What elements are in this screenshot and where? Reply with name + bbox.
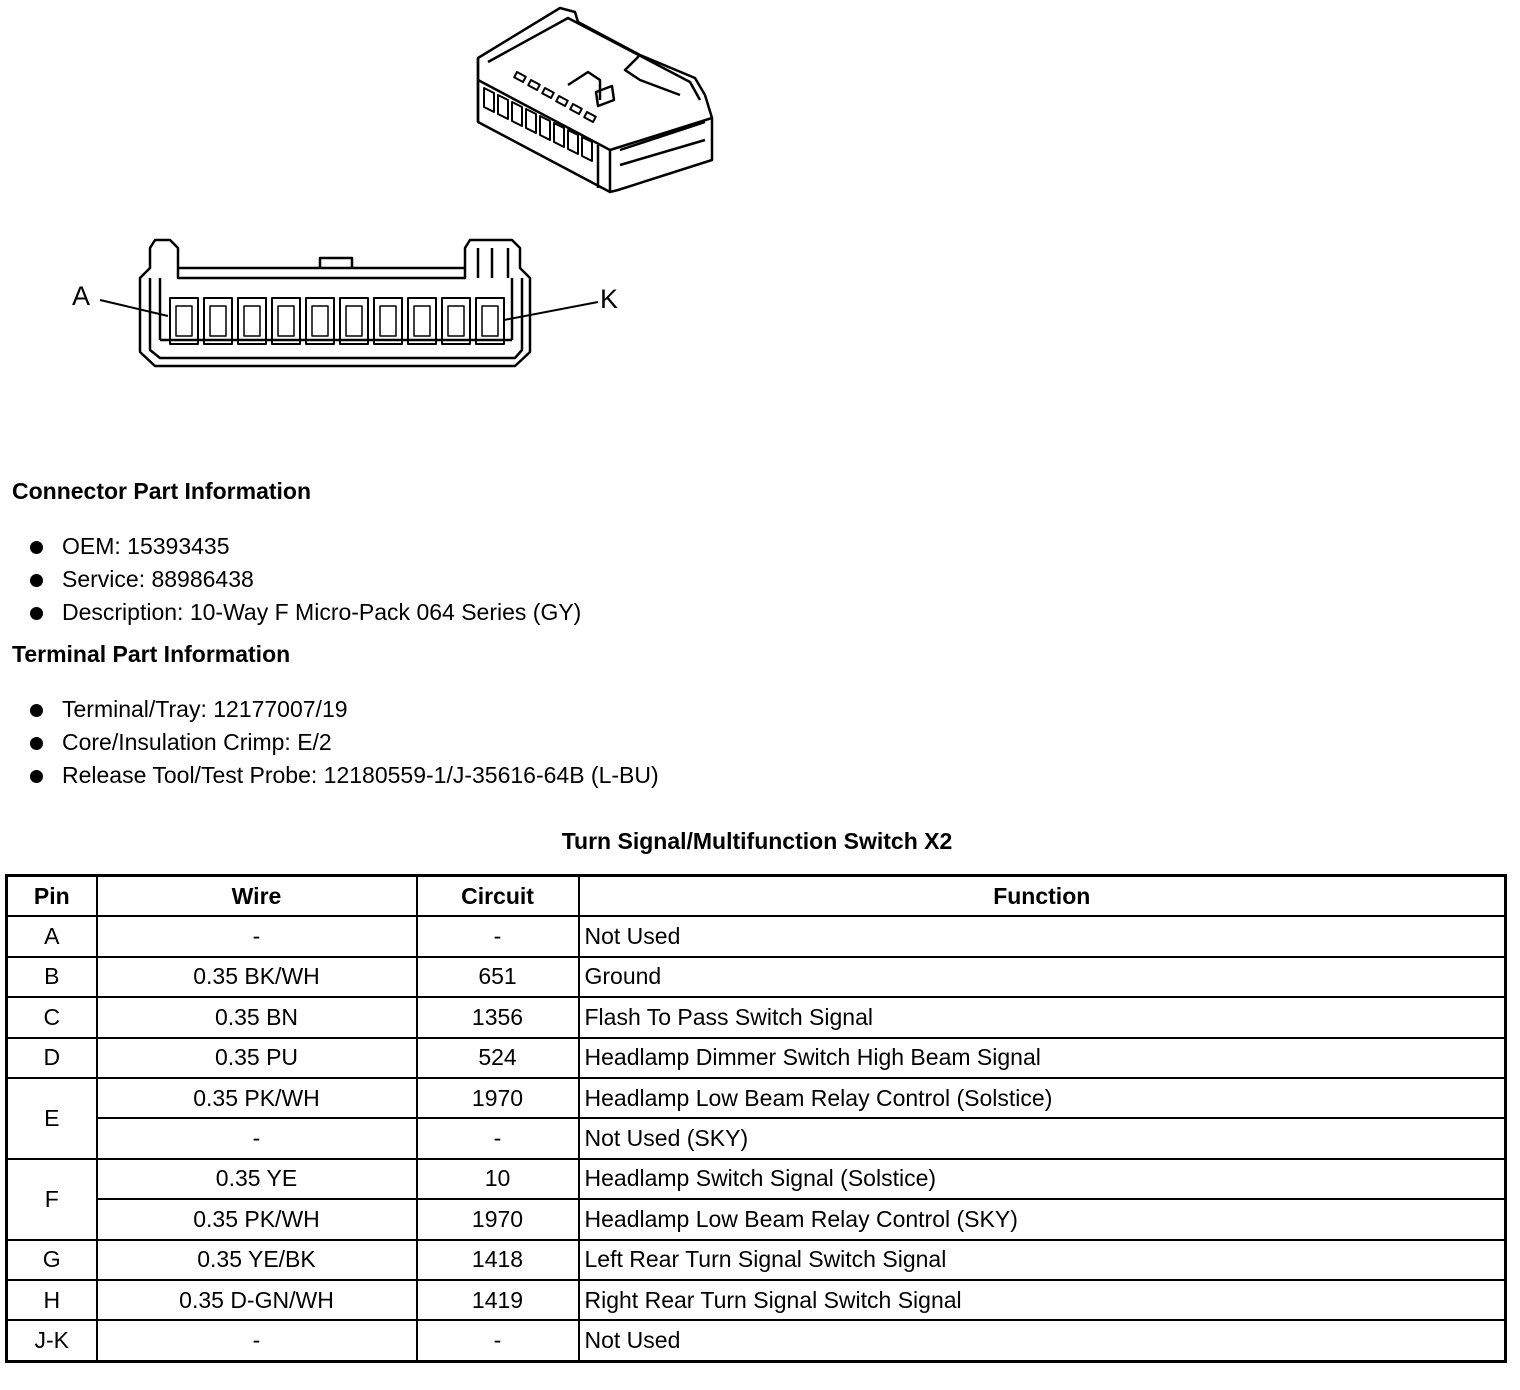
wire-cell: 0.35 PK/WH	[97, 1078, 417, 1118]
wire-cell: 0.35 PU	[97, 1038, 417, 1078]
bullet-icon	[30, 607, 43, 620]
circuit-cell: 524	[417, 1038, 579, 1078]
bullet-icon	[30, 574, 43, 587]
function-cell: Headlamp Low Beam Relay Control (Solstice)	[579, 1078, 1506, 1118]
wire-cell: 0.35 PK/WH	[97, 1199, 417, 1239]
pin-cell: F	[7, 1159, 97, 1240]
circuit-cell: 10	[417, 1159, 579, 1199]
list-item-text: Description: 10-Way F Micro-Pack 064 Series (GY)	[62, 599, 582, 625]
list-item	[28, 563, 581, 596]
wire-cell: -	[97, 1320, 417, 1361]
list-item-text: Terminal/Tray: 12177007/19	[62, 696, 348, 722]
list-item-text: OEM: 15393435	[62, 533, 230, 559]
function-cell: Not Used (SKY)	[579, 1118, 1506, 1158]
wire-cell: -	[97, 1118, 417, 1158]
list-item-text: Service: 88986438	[62, 566, 254, 592]
circuit-cell: -	[417, 1320, 579, 1361]
table-row	[7, 1118, 1506, 1158]
table-row	[7, 997, 1506, 1037]
terminal-part-info-list	[28, 693, 659, 792]
connector-diagram	[0, 0, 760, 400]
wire-cell: -	[97, 916, 417, 956]
connector-part-info-title: Connector Part Information	[12, 478, 312, 504]
function-cell: Headlamp Switch Signal (Solstice)	[579, 1159, 1506, 1199]
circuit-cell: -	[417, 916, 579, 956]
circuit-cell: -	[417, 1118, 579, 1158]
table-header-row	[7, 876, 1506, 917]
list-item-text: Core/Insulation Crimp: E/2	[62, 729, 332, 755]
pin-cell: D	[7, 1038, 97, 1078]
pin-cell: C	[7, 997, 97, 1037]
circuit-cell: 1418	[417, 1240, 579, 1280]
bullet-icon	[30, 541, 43, 554]
wire-cell: 0.35 D-GN/WH	[97, 1280, 417, 1320]
circuit-cell: 1970	[417, 1078, 579, 1118]
circuit-cell: 1356	[417, 997, 579, 1037]
connector-isometric-view	[478, 8, 712, 192]
pin-cell: G	[7, 1240, 97, 1280]
wire-cell: 0.35 BK/WH	[97, 957, 417, 997]
list-item-text: Release Tool/Test Probe: 12180559-1/J-35616-64B (L-BU)	[62, 762, 659, 788]
table-row	[7, 1038, 1506, 1078]
circuit-cell: 1970	[417, 1199, 579, 1239]
pin-cell: E	[7, 1078, 97, 1159]
pinout-table	[5, 874, 1507, 1363]
list-item	[28, 759, 659, 792]
list-item	[28, 693, 659, 726]
pin-cell: B	[7, 957, 97, 997]
wire-cell: 0.35 YE/BK	[97, 1240, 417, 1280]
table-row	[7, 1240, 1506, 1280]
function-cell: Not Used	[579, 916, 1506, 956]
connector-front-view	[100, 240, 598, 366]
table-row	[7, 1078, 1506, 1118]
bullet-icon	[30, 704, 43, 717]
table-row	[7, 1199, 1506, 1239]
pin-cell: A	[7, 916, 97, 956]
circuit-cell: 651	[417, 957, 579, 997]
function-cell: Left Rear Turn Signal Switch Signal	[579, 1240, 1506, 1280]
table-row	[7, 916, 1506, 956]
function-cell: Headlamp Dimmer Switch High Beam Signal	[579, 1038, 1506, 1078]
function-cell: Ground	[579, 957, 1506, 997]
column-header-wire: Wire	[97, 876, 417, 917]
pinout-table-title: Turn Signal/Multifunction Switch X2	[561, 828, 953, 854]
terminal-part-info-title: Terminal Part Information	[12, 641, 291, 667]
function-cell: Not Used	[579, 1320, 1506, 1361]
list-item	[28, 596, 581, 629]
table-row	[7, 957, 1506, 997]
list-item	[28, 530, 581, 563]
pin-cell: J-K	[7, 1320, 97, 1361]
table-row	[7, 1159, 1506, 1199]
wire-cell: 0.35 BN	[97, 997, 417, 1037]
pin-a-callout: A	[72, 281, 91, 311]
circuit-cell: 1419	[417, 1280, 579, 1320]
pin-k-callout: K	[600, 284, 619, 314]
column-header-function: Function	[579, 876, 1506, 917]
table-row	[7, 1280, 1506, 1320]
function-cell: Headlamp Low Beam Relay Control (SKY)	[579, 1199, 1506, 1239]
connector-part-info-list	[28, 530, 581, 629]
column-header-pin: Pin	[7, 876, 97, 917]
function-cell: Right Rear Turn Signal Switch Signal	[579, 1280, 1506, 1320]
column-header-circuit: Circuit	[417, 876, 579, 917]
wire-cell: 0.35 YE	[97, 1159, 417, 1199]
bullet-icon	[30, 737, 43, 750]
function-cell: Flash To Pass Switch Signal	[579, 997, 1506, 1037]
table-row	[7, 1320, 1506, 1361]
list-item	[28, 726, 659, 759]
pin-cell: H	[7, 1280, 97, 1320]
bullet-icon	[30, 770, 43, 783]
